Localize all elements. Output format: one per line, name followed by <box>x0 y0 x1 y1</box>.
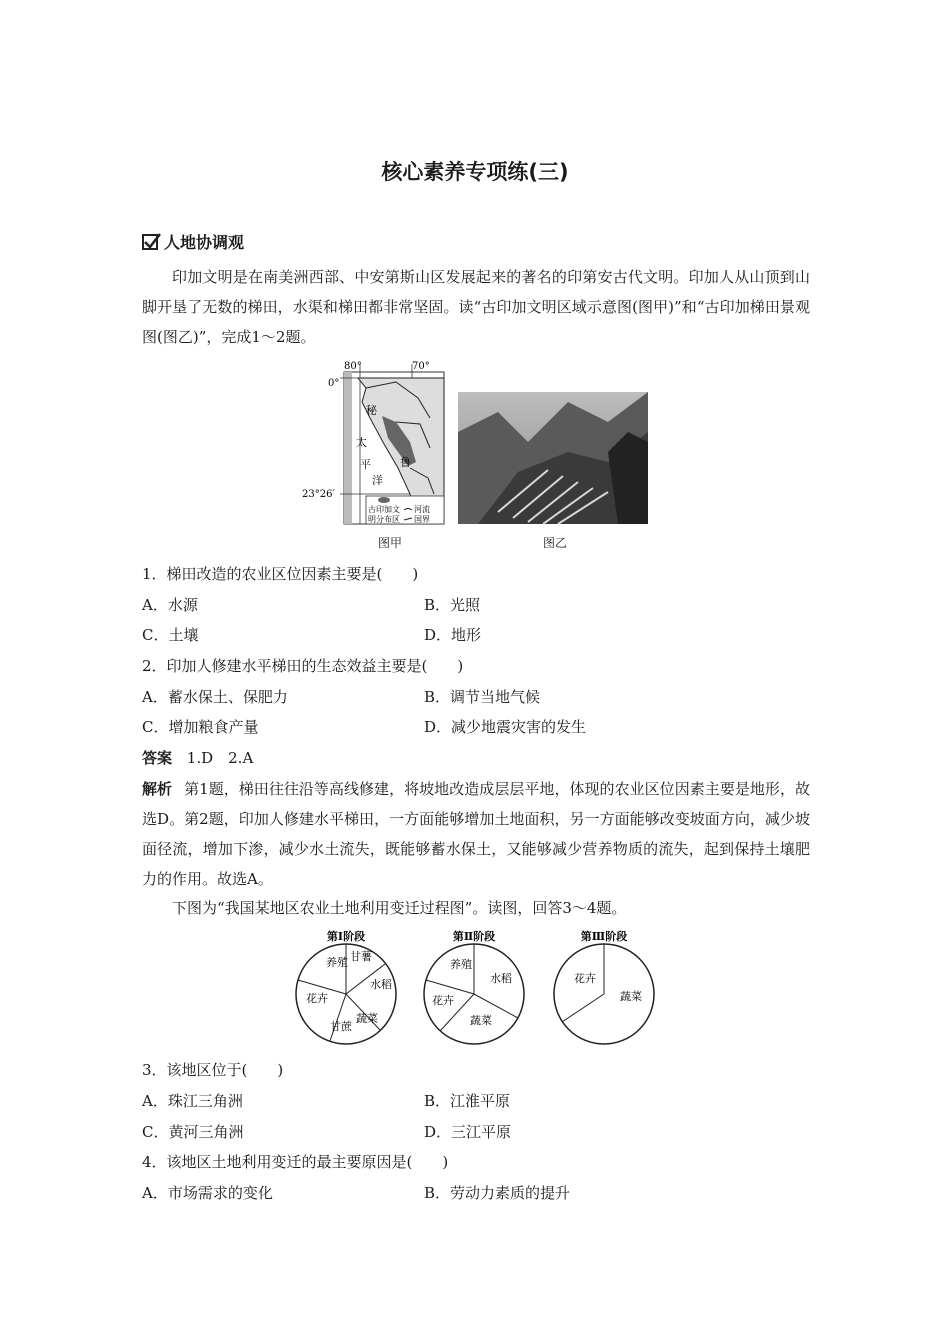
label-ocean-3: 洋 <box>372 474 383 487</box>
legend-area-2: 明分布区 <box>368 515 400 524</box>
q3-option-b: B．江淮平原 <box>424 1092 511 1110</box>
caption-b: 图乙 <box>542 536 567 550</box>
answer-label: 答案 <box>142 749 173 767</box>
terrace-photo <box>458 392 648 524</box>
pie2-label-3: 蔬菜 <box>470 1014 492 1027</box>
pie-stage3 <box>554 944 654 1044</box>
section-heading <box>142 230 244 253</box>
q1-option-d: D．地形 <box>424 626 482 644</box>
q1-stem: 1．梯田改造的农业区位因素主要是( ) <box>142 565 419 583</box>
caption-a: 图甲 <box>377 536 402 550</box>
pie2-label-1: 养殖 <box>450 958 472 971</box>
q2-option-c: C．增加粮食产量 <box>142 718 259 736</box>
q2-stem: 2．印加人修建水平梯田的生态效益主要是( ) <box>142 657 464 675</box>
lat-label-0: 0° <box>328 378 340 389</box>
page-title: 核心素养专项练(三) <box>381 160 569 184</box>
q3-option-c: C．黄河三角洲 <box>142 1123 244 1141</box>
label-peru-1: 秘 <box>366 404 377 417</box>
lon-label-70: 70° <box>412 361 430 372</box>
stage3-title: 第Ⅲ阶段 <box>580 930 628 943</box>
analysis-text: 第1题，梯田往往沿等高线修建，将坡地改造成层层平地，体现的农业区位因素主要是地形，故选D。第2题，印加人修建水平梯田，一方面能够增加土地面积，另一方面能够改变坡面方向，减少坡面径流，增加下渗，减少水土流失，既能够蓄水保土，又能够减少营养物质的流失，起到保持土壤肥力的作用。故选A。 <box>142 780 810 888</box>
q1-option-a: A．水源 <box>142 596 198 614</box>
q4-stem: 4．该地区土地利用变迁的最主要原因是( ) <box>142 1153 449 1171</box>
legend-border: 国界 <box>414 515 430 524</box>
analysis-paragraph <box>142 774 810 894</box>
pie1-label-6: 花卉 <box>306 992 328 1005</box>
label-peru-2: 鲁 <box>400 456 411 469</box>
q4-option-a: A．市场需求的变化 <box>142 1184 273 1202</box>
label-ocean-1: 太 <box>356 436 367 449</box>
q4-option-b: B．劳动力素质的提升 <box>424 1184 571 1202</box>
legend-area-1: 古印加文 <box>368 505 400 514</box>
intro2-paragraph: 下图为“我国某地区农业土地利用变迁过程图”。读图，回答3～4题。 <box>172 899 627 917</box>
q2-option-b: B．调节当地气候 <box>424 688 541 706</box>
pie-stage2 <box>424 944 524 1044</box>
q2-option-d: D．减少地震灾害的发生 <box>424 718 587 736</box>
pie2-label-2: 水稻 <box>490 972 512 985</box>
pie1-label-5: 甘蔗 <box>330 1020 352 1033</box>
answer-line <box>142 748 253 768</box>
pie3-label-2: 蔬菜 <box>620 990 642 1003</box>
pie-figure <box>290 926 660 1048</box>
q1-option-c: C．土壤 <box>142 626 199 644</box>
legend-river: 河流 <box>414 505 430 514</box>
answer-text: 1.D 2.A <box>186 749 254 767</box>
q2-option-a: A．蓄水保土、保肥力 <box>142 688 288 706</box>
stage1-title: 第Ⅰ阶段 <box>326 930 366 943</box>
pie1-label-4: 蔬菜 <box>356 1012 378 1025</box>
checkbox-icon <box>142 234 158 250</box>
map-figure <box>300 358 450 528</box>
stage2-title: 第Ⅱ阶段 <box>452 930 496 943</box>
lon-label-80: 80° <box>344 361 362 372</box>
pie-stage1 <box>296 944 396 1044</box>
pie1-label-2: 甘薯 <box>350 950 372 963</box>
intro-paragraph: 印加文明是在南美洲西部、中安第斯山区发展起来的著名的印第安古代文明。印加人从山顶到山脚开垦了无数的梯田，水渠和梯田都非常坚固。读“古印加文明区域示意图(图甲)”和“古印加梯田景观图(图乙)”，完成1～2题。 <box>142 268 810 346</box>
section-label: 人地协调观 <box>164 233 245 252</box>
map-shade <box>344 372 352 524</box>
legend-area-icon <box>378 497 390 503</box>
analysis-label: 解析 <box>142 780 173 798</box>
label-ocean-2: 平 <box>360 458 371 471</box>
lat-label-2326: 23°26′ <box>302 489 335 500</box>
pie2-label-4: 花卉 <box>432 994 454 1007</box>
pie1-label-3: 水稻 <box>370 978 392 991</box>
q3-stem: 3．该地区位于( ) <box>142 1061 284 1079</box>
q1-option-b: B．光照 <box>424 596 481 614</box>
q3-option-a: A．珠江三角洲 <box>142 1092 243 1110</box>
pie3-label-1: 花卉 <box>574 972 596 985</box>
q3-option-d: D．三江平原 <box>424 1123 512 1141</box>
pie1-label-1: 养殖 <box>326 956 348 969</box>
